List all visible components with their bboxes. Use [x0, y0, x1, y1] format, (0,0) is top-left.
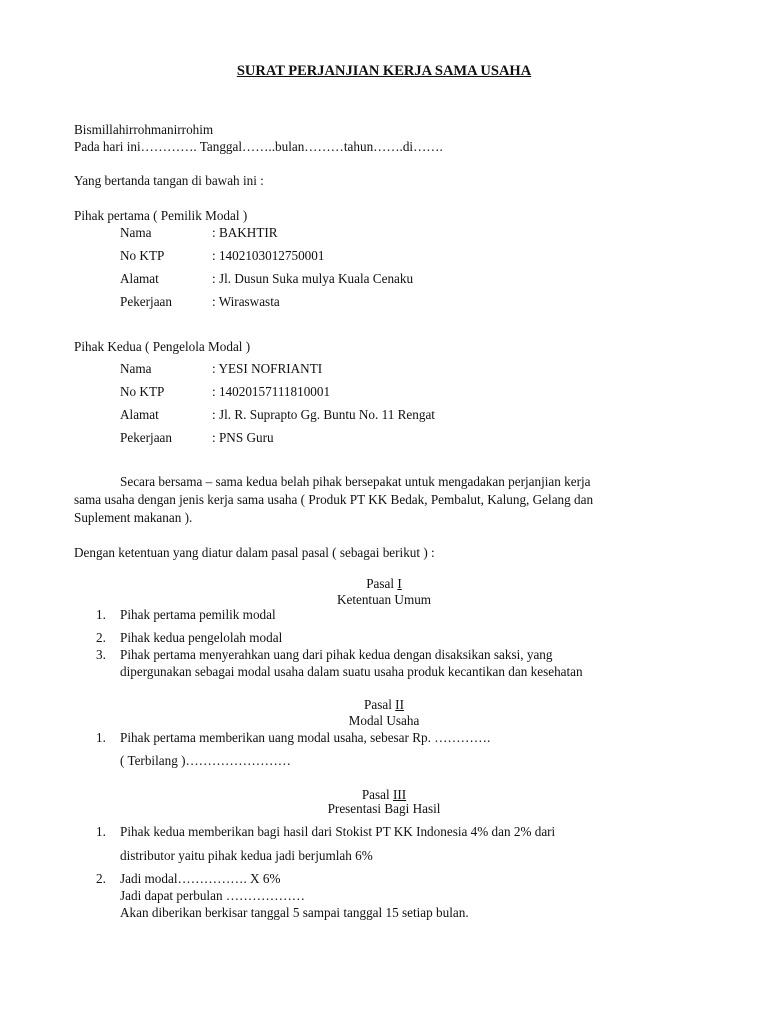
party2-label: No KTP: [120, 384, 165, 399]
party2-label: Nama: [120, 361, 152, 376]
party2-heading: Pihak Kedua ( Pengelola Modal ): [74, 339, 251, 354]
date-line: Pada hari ini…………. Tanggal……..bulan………tahun…….di…….: [74, 139, 443, 154]
pasal3-item-number: 1.: [96, 824, 106, 839]
pasal1-item-number: 2.: [96, 630, 106, 645]
pasal3-item-number: 2.: [96, 871, 106, 886]
pasal1-item-number: 3.: [96, 647, 106, 662]
pasal1-number: I: [397, 576, 402, 591]
pasal2-item-text: Pihak pertama memberikan uang modal usaha, sebesar Rp. ………….: [120, 730, 491, 745]
pasal3-item-text: Pihak kedua memberikan bagi hasil dari Stokist PT KK Indonesia 4% dan 2% dari: [120, 824, 556, 839]
party1-value: : BAKHTIR: [212, 225, 278, 240]
pasal3-heading: [362, 788, 406, 801]
pasal2-number: II: [395, 697, 404, 712]
pasal3-item-text-cont: Jadi dapat perbulan ………………: [120, 888, 305, 903]
pasal3-item-text-cont: Akan diberikan berkisar tanggal 5 sampai tanggal 15 setiap bulan.: [120, 905, 469, 920]
party2-value: : YESI NOFRIANTI: [212, 361, 323, 376]
document-title: SURAT PERJANJIAN KERJA SAMA USAHA: [236, 63, 532, 79]
party1-value: : 1402103012750001: [212, 248, 325, 263]
party1-value: : Jl. Dusun Suka mulya Kuala Cenaku: [212, 271, 414, 286]
pasal2-subtitle: Modal Usaha: [348, 713, 420, 728]
agreement-line: sama usaha dengan jenis kerja sama usaha ( Produk PT KK Bedak, Pembalut, Kalung, Gelang dan: [74, 492, 594, 507]
pasal3-subtitle: Presentasi Bagi Hasil: [327, 801, 441, 816]
pasal2-heading: [364, 698, 404, 711]
party2-value: : PNS Guru: [212, 430, 274, 445]
pasal3-prefix: Pasal: [361, 787, 393, 802]
pasal3-item-text-cont: distributor yaitu pihak kedua jadi berjumlah 6%: [120, 848, 373, 863]
pasal2-item-text-cont: ( Terbilang )……………………: [120, 753, 291, 768]
pasal3-number: III: [392, 787, 407, 802]
party1-label: Alamat: [120, 271, 159, 286]
pasal1-subtitle: Ketentuan Umum: [336, 592, 432, 607]
pasal2-prefix: Pasal: [364, 697, 396, 712]
pasal1-prefix: Pasal: [366, 576, 398, 591]
party1-label: No KTP: [120, 248, 165, 263]
party1-value: : Wiraswasta: [212, 294, 280, 309]
party2-label: Alamat: [120, 407, 159, 422]
agreement-line: Suplement makanan ).: [74, 510, 193, 525]
pasal1-item-text: Pihak kedua pengelolah modal: [120, 630, 283, 645]
pasal2-item-number: 1.: [96, 730, 106, 745]
party2-value: : 14020157111810001: [212, 384, 331, 399]
party2-label: Pekerjaan: [120, 430, 172, 445]
pasal1-item-text: Pihak pertama pemilik modal: [120, 607, 276, 622]
pasal3-item-text: Jadi modal……………. X 6%: [120, 871, 281, 886]
opening-line: Bismillahirrohmanirrohim: [74, 122, 214, 137]
party1-label: Nama: [120, 225, 152, 240]
party2-value: : Jl. R. Suprapto Gg. Buntu No. 11 Rengat: [212, 407, 435, 422]
pasal1-item-text-cont: dipergunakan sebagai modal usaha dalam suatu usaha produk kecantikan dan kesehatan: [120, 664, 583, 679]
agreement-line: Secara bersama – sama kedua belah pihak bersepakat untuk mengadakan perjanjian kerja: [120, 474, 591, 489]
pasal1-heading: [366, 577, 402, 590]
party1-label: Pekerjaan: [120, 294, 172, 309]
party1-heading: Pihak pertama ( Pemilik Modal ): [74, 208, 248, 223]
pasal1-item-number: 1.: [96, 607, 106, 622]
signed-line: Yang bertanda tangan di bawah ini :: [74, 173, 264, 188]
terms-intro: Dengan ketentuan yang diatur dalam pasal pasal ( sebagai berikut ) :: [74, 545, 435, 560]
pasal1-item-text: Pihak pertama menyerahkan uang dari pihak kedua dengan disaksikan saksi, yang: [120, 647, 553, 662]
